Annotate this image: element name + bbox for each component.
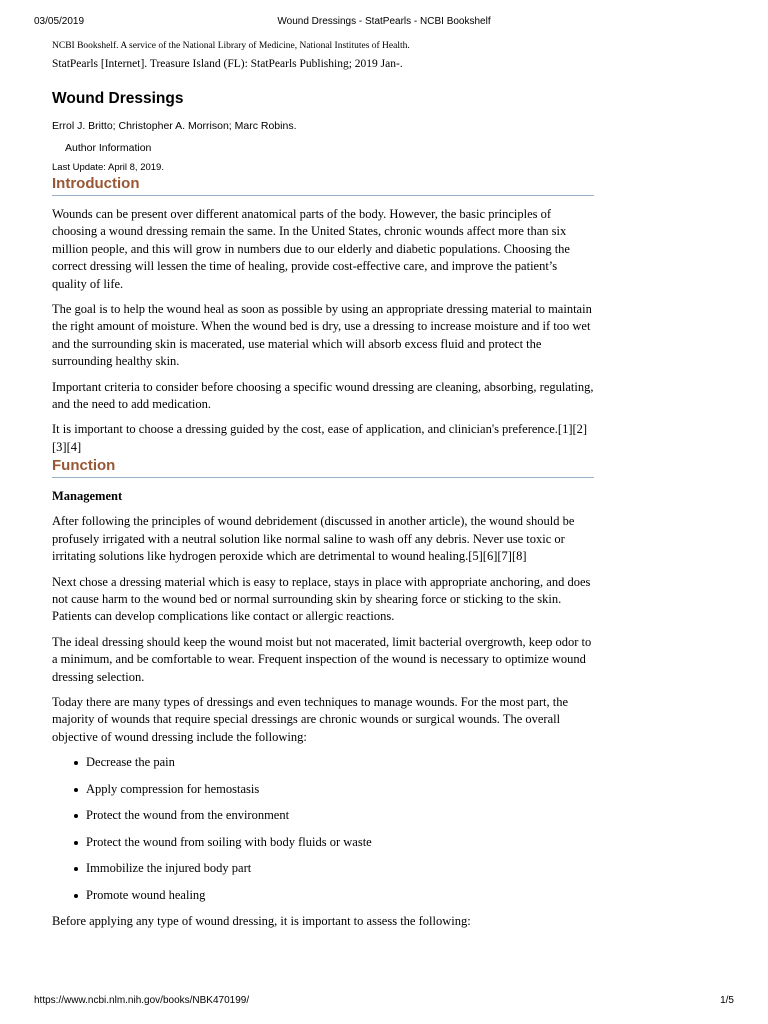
paragraph: The goal is to help the wound heal as soon as possible by using an appropriate dressing material to maintain the right amount of moisture. When the wound bed is dry, use a dressing to increase moisture and if too wet and the surrounding skin is macerated, use material which will absorb excess fluid and protect the surrounding healthy skin. (52, 302, 592, 369)
paragraph: It is important to choose a dressing guided by the cost, ease of application, and clinician's preference.[1][2][3][4] (52, 422, 588, 454)
paragraph: Today there are many types of dressings and even techniques to manage wounds. For the most part, the majority of wounds that require special dressings are chronic wounds or surgical wounds. The overall objective of wound dressing include the following: (52, 694, 569, 744)
article (52, 38, 594, 931)
print-page-title: Wound Dressings - StatPearls - NCBI Bookshelf (277, 16, 491, 27)
authors: Errol J. Britto; Christopher A. Morrison; Marc Robins. (52, 120, 297, 132)
ncbi-bookshelf-line: NCBI Bookshelf. A service of the National Library of Medicine, National Institutes of Health. (52, 41, 410, 51)
page-number: 1/5 (720, 995, 734, 1006)
management-subheading: Management (52, 489, 123, 504)
bullet-icon (74, 814, 78, 818)
list-item-text: Decrease the pain (86, 755, 175, 770)
page-title: Wound Dressings (52, 90, 184, 107)
bullet-icon (74, 841, 78, 845)
author-information-link[interactable]: Author Information (65, 142, 152, 154)
bullet-icon (74, 894, 78, 898)
paragraph: Important criteria to consider before choosing a specific wound dressing are cleaning, absorbing, regulating, and the need to add medication. (52, 379, 594, 412)
print-url: https://www.ncbi.nlm.nih.gov/books/NBK470199/ (34, 995, 250, 1006)
last-update: Last Update: April 8, 2019. (52, 162, 164, 173)
list-item (52, 834, 594, 851)
introduction-body (52, 206, 594, 456)
list-item (52, 807, 594, 824)
paragraph: Wounds can be present over different anatomical parts of the body. However, the basic principles of choosing a wound dressing remain the same. In the United States, chronic wounds affect more than six million people, and this will grow in numbers due to our elderly and diabetic populations. Choosing the correct dressing will lessen the time of healing, provide cost-effective care, and improve the patient’s quality of life. (52, 207, 570, 291)
list-item (52, 781, 594, 798)
list-item-text: Protect the wound from the environment (86, 808, 290, 823)
print-date: 03/05/2019 (34, 16, 85, 27)
function-heading: Function (52, 456, 594, 478)
list-item-text: Apply compression for hemostasis (86, 781, 260, 796)
paragraph: After following the principles of wound debridement (discussed in another article), the wound should be profusely irrigated with a neutral solution like normal saline to wash off any debris. Never use toxic or irritating solutions like hydrogen peroxide which are detrimental to wound healing.[5][6][7][8] (52, 514, 575, 564)
citation: StatPearls [Internet]. Treasure Island (FL): StatPearls Publishing; 2019 Jan-. (52, 58, 403, 70)
paragraph: Next chose a dressing material which is easy to replace, stays in place with appropriate anchoring, and does not cause harm to the wound bed or normal surrounding skin by shearing force or sticking to the skin. Patients can develop complications like contact or allergic reactions. (52, 574, 591, 624)
introduction-heading: Introduction (52, 174, 594, 196)
bullet-icon (74, 761, 78, 765)
bullet-icon (74, 788, 78, 792)
list-item (52, 754, 594, 771)
objectives-list (52, 754, 594, 904)
list-item (52, 887, 594, 904)
paragraph: The ideal dressing should keep the wound moist but not macerated, limit bacterial overgrowth, keep odor to a minimum, and be comfortable to wear. Frequent inspection of the wound is necessary to optimize wound dressing selection. (52, 634, 592, 684)
list-item-text: Protect the wound from soiling with body fluids or waste (86, 834, 372, 849)
bullet-icon (74, 867, 78, 871)
paragraph: Before applying any type of wound dressing, it is important to assess the following: (52, 914, 471, 929)
list-item-text: Immobilize the injured body part (86, 861, 252, 876)
list-item-text: Promote wound healing (86, 887, 206, 902)
list-item (52, 860, 594, 877)
